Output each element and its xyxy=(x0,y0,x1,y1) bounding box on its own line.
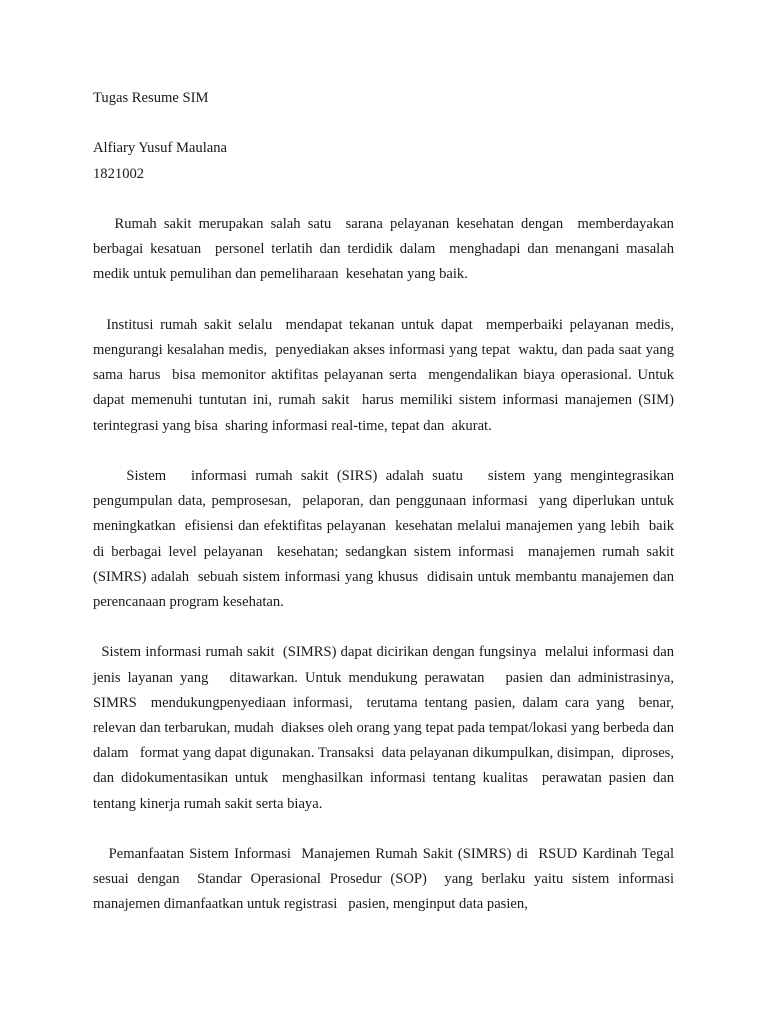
blank-line xyxy=(93,817,674,842)
blank-line xyxy=(93,288,674,313)
blank-line xyxy=(93,615,674,640)
paragraph-hospital-definition: Rumah sakit merupakan salah satu sarana pelayanan kesehatan dengan memberdayakan berbagai kesatuan personel terlatih dan terdidik dalam menghadapi dan menangani masalah medik untuk pemulihan dan pemeliharaan kesehatan yang baik. xyxy=(93,215,678,283)
blank-line xyxy=(93,111,674,136)
paragraph-institution-pressure: Institusi rumah sakit selalu mendapat tekanan untuk dapat memperbaiki pelayanan medis, mengurangi kesalahan medis, penyediakan akses informasi yang tepat waktu, dan pada saat yang sama harus bisa memonitor aktifitas pelayanan serta mengendalikan biaya operasional. Untuk dapat memenuhi tuntutan ini, rumah sakit harus memiliki sistem informasi manajemen (SIM) terintegrasi yang bisa sharing informasi real-time, tepat dan akurat. xyxy=(93,316,682,434)
author-name: Alfiary Yusuf Maulana xyxy=(93,140,228,157)
document-body xyxy=(93,86,685,918)
paragraph-simrs-characteristics: Sistem informasi rumah sakit (SIMRS) dapat dicirikan dengan fungsinya melalui informasi dan jenis layanan yang ditawarkan. Untuk mendukung perawatan pasien dan administrasinya, SIMRS mendukungpenyediaan informasi, terutama tentang pasien, dalam cara yang benar, relevan dan terbarukan, mudah diakses oleh orang yang tepat pada tempat/lokasi yang berbeda dan dalam format yang dapat digunakan. Transaksi data pelayanan dikumpulkan, disimpan, diproses, dan didokumentasikan untuk menghasilkan informasi tentang kualitas perawatan pasien dan tentang kinerja rumah sakit serta biaya. xyxy=(93,644,678,812)
student-id: 1821002 xyxy=(93,165,145,182)
document-title: Tugas Resume SIM xyxy=(93,90,209,106)
blank-line xyxy=(93,439,674,464)
blank-line xyxy=(93,187,674,212)
paragraph-simrs-usage: Pemanfaatan Sistem Informasi Manajemen Rumah Sakit (SIMRS) di RSUD Kardinah Tegal sesuai dengan Standar Operasional Prosedur (SOP) yang berlaku yaitu sistem informasi manajemen dimanfaatkan untuk registrasi pasien, menginput data pasien, xyxy=(93,846,685,913)
paragraph-sirs-definition: Sistem informasi rumah sakit (SIRS) adalah suatu sistem yang mengintegrasikan pengumpulan data, pemprosesan, pelaporan, dan penggunaan informasi yang diperlukan untuk meningkatkan efisiensi dan efektifitas pelayanan kesehatan melalui manajemen yang lebih baik di berbagai level pelayanan kesehatan; sedangkan sistem informasi manajemen rumah sakit (SIMRS) adalah sebuah sistem informasi yang khusus didisain untuk membantu manajemen dan perencanaan program kesehatan. xyxy=(93,467,682,610)
